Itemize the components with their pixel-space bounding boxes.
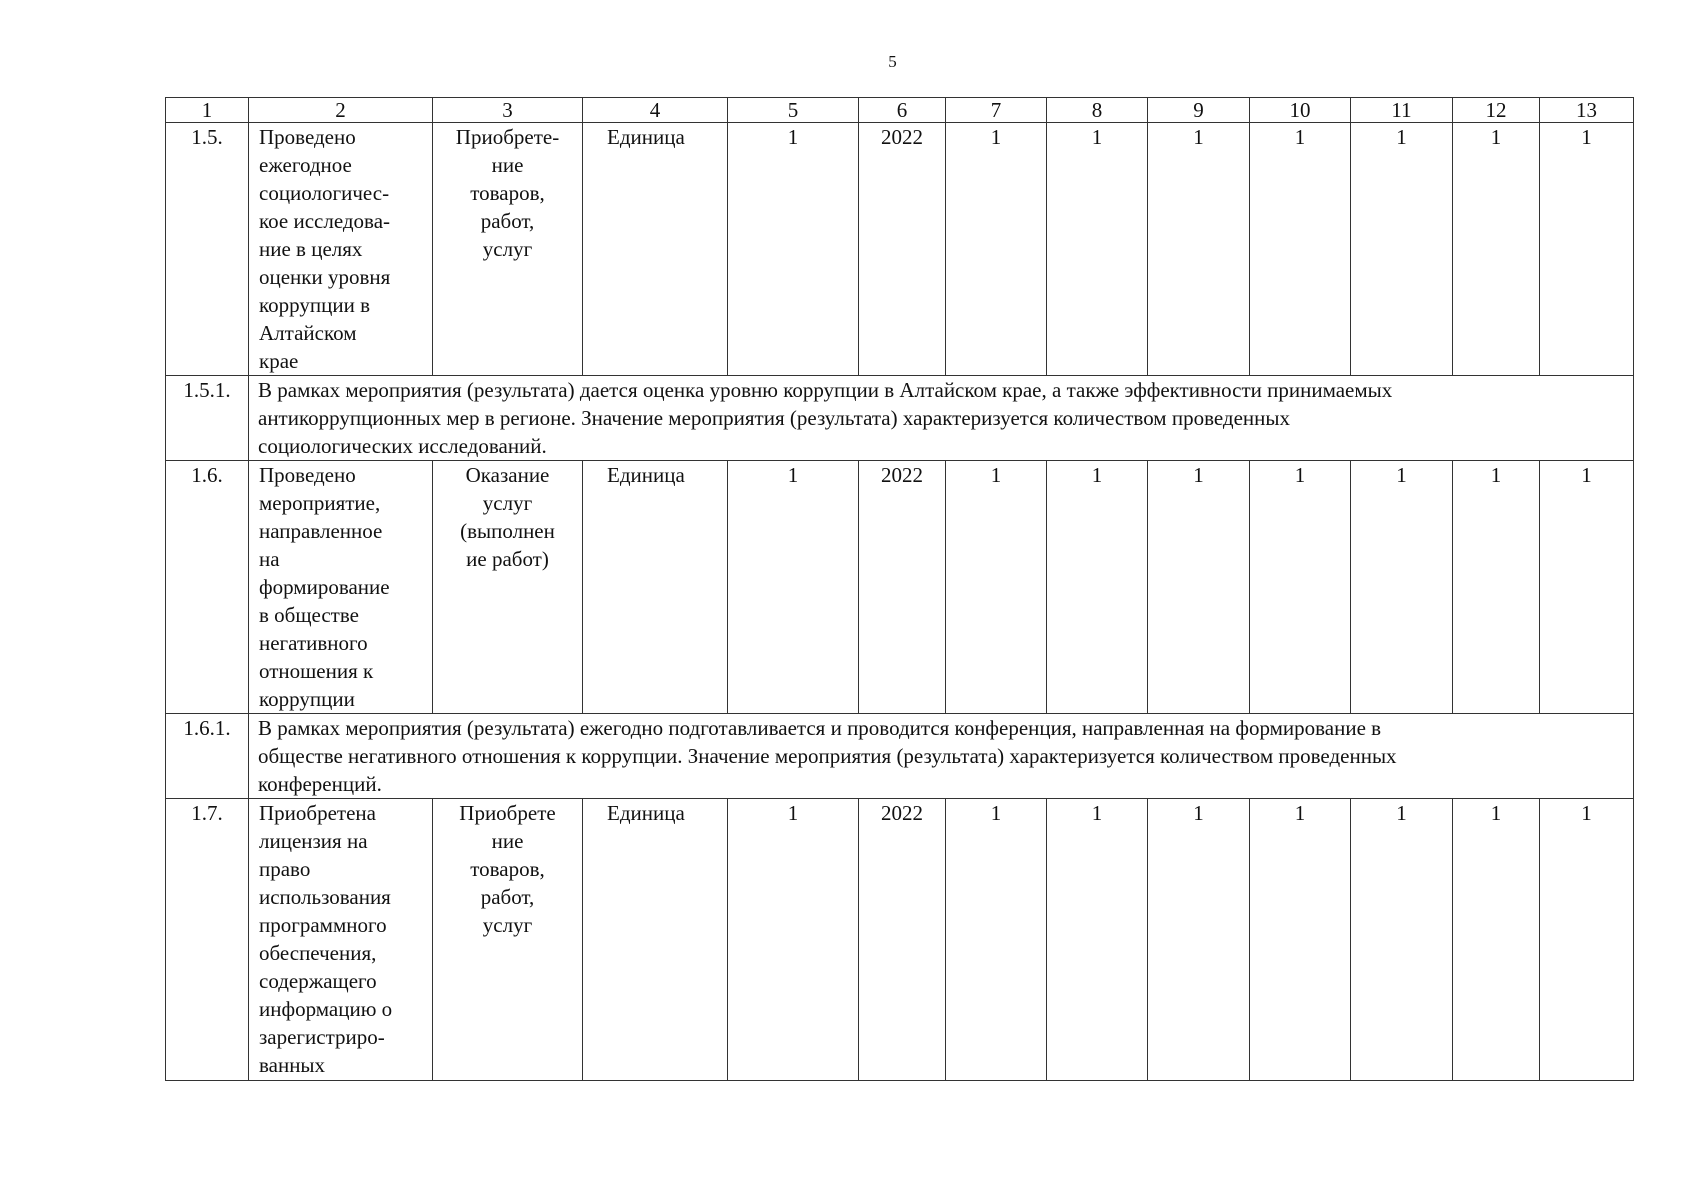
base-year: 2022 [859,799,946,1081]
value-cell: 1 [1453,123,1540,376]
page-number: 5 [888,52,897,71]
description-text: В рамках мероприятия (результата) ежегодно подготавливается и проводится конференция, направленная на формирование в обществе негативного отношения к коррупции. Значение мероприятия (результата) характеризуется количеством проведенных конференций. [258,716,1397,796]
value-cell: 1 [1047,799,1148,1081]
header-cell: 12 [1453,98,1540,123]
value-cell: 1 [1351,123,1453,376]
measure-type: Приобрете- ние товаров, работ, услуг [455,125,560,261]
value-cell: 1 [1148,123,1250,376]
header-cell: 6 [859,98,946,123]
header-cell: 7 [946,98,1047,123]
value-cell: 1 [1453,799,1540,1081]
value-cell: 1 [1250,123,1351,376]
header-cell: 1 [166,98,249,123]
value-cell: 1 [1047,123,1148,376]
header-cell: 4 [583,98,728,123]
table-row [166,461,1634,714]
description-row [166,714,1634,799]
header-cell: 9 [1148,98,1250,123]
header-cell: 3 [433,98,583,123]
header-cell: 2 [249,98,433,123]
value-cell: 1 [1540,799,1634,1081]
value-cell: 1 [946,799,1047,1081]
table-row [166,799,1634,1081]
measure-name: Приобретена лицензия на право использования программного обеспечения, содержащего информацию о зарегистриро- ванных [259,801,393,1077]
value-cell: 1 [1540,123,1634,376]
header-cell: 8 [1047,98,1148,123]
unit-cell: Единица [583,799,728,1081]
measures-table [165,97,1634,1081]
value-cell: 1 [1351,461,1453,714]
header-cell: 5 [728,98,859,123]
base-value: 1 [728,461,859,714]
value-cell: 1 [1047,461,1148,714]
unit-cell: Единица [583,461,728,714]
header-cell: 10 [1250,98,1351,123]
value-cell: 1 [1250,799,1351,1081]
measure-name: Проведено мероприятие, направленное на формирование в обществе негативного отношения к коррупции [259,463,390,711]
value-cell: 1 [1148,461,1250,714]
value-cell: 1 [1540,461,1634,714]
value-cell: 1 [1148,799,1250,1081]
base-value: 1 [728,123,859,376]
table-header-row [166,98,1634,123]
table-row [166,123,1634,376]
base-value: 1 [728,799,859,1081]
header-cell: 13 [1540,98,1634,123]
value-cell: 1 [1250,461,1351,714]
measure-type: Оказание услуг (выполнен ие работ) [460,463,555,571]
unit-cell: Единица [583,123,728,376]
base-year: 2022 [859,123,946,376]
row-number: 1.6.1. [166,714,249,799]
base-year: 2022 [859,461,946,714]
value-cell: 1 [946,461,1047,714]
row-number: 1.5.1. [166,376,249,461]
header-cell: 11 [1351,98,1453,123]
value-cell: 1 [1453,461,1540,714]
description-row [166,376,1634,461]
measure-name: Проведено ежегодное социологичес- кое исследова- ние в целях оценки уровня коррупции в Алтайском крае [259,125,391,373]
description-text: В рамках мероприятия (результата) дается оценка уровню коррупции в Алтайском крае, а также эффективности принимаемых антикоррупционных мер в регионе. Значение мероприятия (результата) характеризуется количеством проведенных социологических исследований. [258,378,1393,458]
row-number: 1.5. [166,123,249,376]
row-number: 1.7. [166,799,249,1081]
value-cell: 1 [1351,799,1453,1081]
measure-type: Приобрете ние товаров, работ, услуг [459,801,556,937]
value-cell: 1 [946,123,1047,376]
row-number: 1.6. [166,461,249,714]
